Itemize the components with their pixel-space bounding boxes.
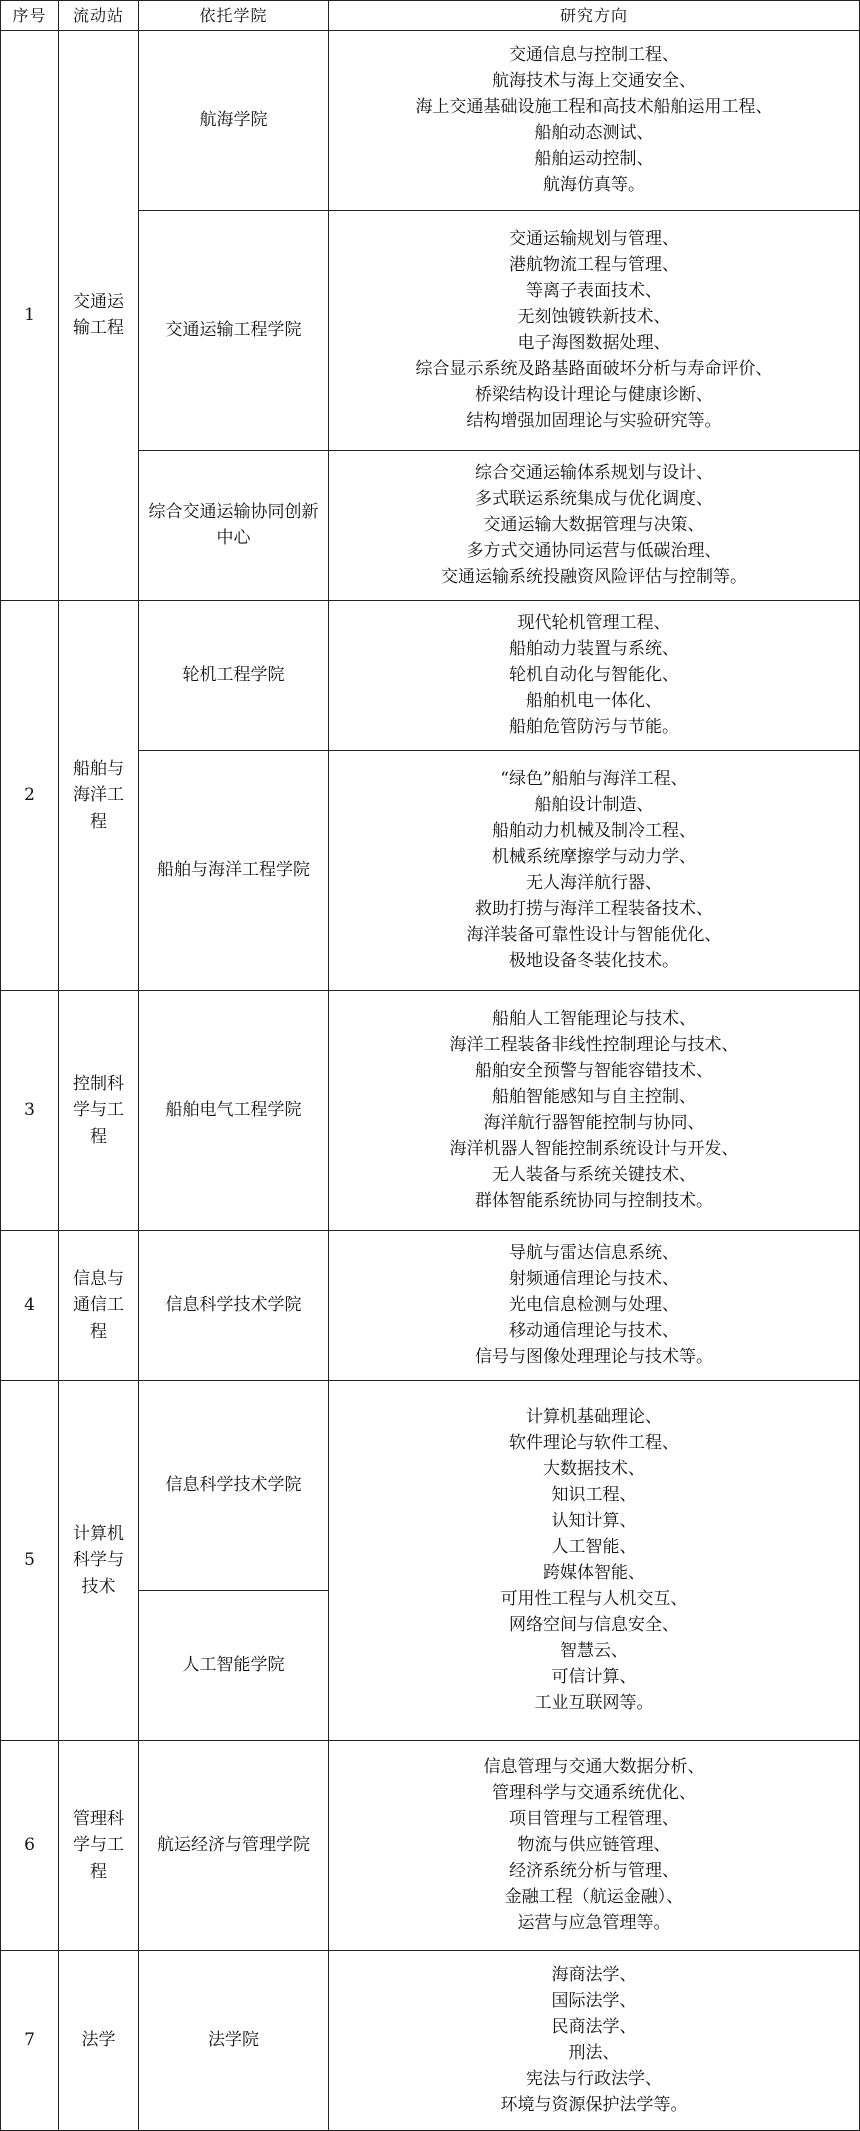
direction-item: 交通运输规划与管理、: [509, 229, 679, 250]
direction-cell: [329, 211, 860, 451]
direction-item: 救助打捞与海洋工程装备技术、: [475, 899, 713, 920]
table-row: [1, 1741, 860, 1951]
table-row: [1, 1951, 860, 2131]
college-name: 人工智能学院: [182, 1654, 285, 1675]
direction-list: [484, 1754, 705, 1936]
direction-item: 知识工程、: [551, 1485, 637, 1506]
direction-item: 大数据技术、: [543, 1459, 645, 1480]
station-name-text: 管理科学与工程: [73, 1808, 124, 1882]
direction-item: 海洋装备可靠性设计与智能优化、: [466, 925, 722, 946]
station-name: [59, 991, 139, 1231]
station-name-text: 控制科学与工程: [73, 1073, 124, 1147]
direction-cell: [329, 1951, 860, 2131]
direction-list: [416, 226, 773, 434]
direction-item: 跨媒体智能、: [543, 1563, 645, 1584]
direction-item: 电子海图数据处理、: [517, 333, 671, 354]
direction-list: [416, 42, 773, 198]
direction-item: 管理科学与交通系统优化、: [492, 1783, 696, 1804]
header-college: 依托学院: [139, 1, 329, 31]
college-name: 航运经济与管理学院: [157, 1834, 310, 1855]
college-cell: [139, 451, 329, 601]
direction-list: [450, 1006, 739, 1214]
direction-item: 结构增强加固理论与实验研究等。: [466, 411, 722, 432]
direction-cell: [329, 1231, 860, 1381]
college-name: 船舶电气工程学院: [165, 1099, 302, 1120]
direction-item: 机械系统摩擦学与动力学、: [492, 847, 696, 868]
direction-item: 光电信息检测与处理、: [509, 1295, 679, 1316]
direction-item: 交通运输大数据管理与决策、: [483, 515, 705, 536]
direction-item: 群体智能系统协同与控制技术。: [475, 1191, 713, 1212]
college-cell: [139, 1381, 329, 1591]
direction-item: 海上交通基础设施工程和高技术船舶运用工程、: [415, 97, 773, 118]
direction-item: 可用性工程与人机交互、: [500, 1589, 688, 1610]
direction-item: 极地设备冬装化技术。: [509, 951, 679, 972]
station-name: [59, 601, 139, 991]
direction-list: [501, 1962, 688, 2118]
direction-cell: [329, 991, 860, 1231]
college-name: 信息科学技术学院: [165, 1474, 302, 1495]
station-name-text: 船舶与海洋工程: [73, 758, 124, 832]
direction-item: 船舶危管防污与节能。: [509, 717, 679, 738]
station-no: 1: [1, 31, 59, 601]
direction-item: 金融工程（航运金融）、: [504, 1887, 684, 1908]
college-name: 交通运输工程学院: [165, 319, 302, 340]
college-name: 信息科学技术学院: [165, 1294, 302, 1315]
direction-item: 海洋航行器智能控制与协同、: [483, 1113, 705, 1134]
direction-item: 船舶运动控制、: [534, 149, 654, 170]
direction-item: 多式联运系统集成与优化调度、: [475, 489, 713, 510]
direction-item: 民商法学、: [551, 2017, 637, 2038]
college-cell: [139, 1231, 329, 1381]
direction-item: 宪法与行政法学、: [526, 2069, 662, 2090]
college-name: 综合交通运输协同创新中心: [148, 502, 319, 548]
direction-item: 物流与供应链管理、: [517, 1835, 671, 1856]
direction-item: 轮机自动化与智能化、: [509, 665, 679, 686]
direction-item: 现代轮机管理工程、: [517, 613, 671, 634]
table-row: [1, 991, 860, 1231]
direction-item: 环境与资源保护法学等。: [500, 2095, 688, 2116]
direction-item: 航海仿真等。: [543, 175, 645, 196]
table-row: [1, 1381, 860, 1591]
direction-item: 船舶安全预警与智能容错技术、: [475, 1061, 713, 1082]
direction-list: [509, 610, 679, 740]
direction-item: 海洋机器人智能控制系统设计与开发、: [449, 1139, 739, 1160]
table-row: [1, 1231, 860, 1381]
header-direction: 研究方向: [329, 1, 860, 31]
station-name: [59, 1951, 139, 2131]
direction-cell: [329, 601, 860, 751]
direction-item: 项目管理与工程管理、: [509, 1809, 679, 1830]
direction-item: 工业互联网等。: [534, 1693, 654, 1714]
college-cell: [139, 751, 329, 991]
college-cell: [139, 1591, 329, 1741]
station-no: 7: [1, 1951, 59, 2131]
direction-item: 国际法学、: [551, 1991, 637, 2012]
direction-item: 人工智能、: [551, 1537, 637, 1558]
station-no: 2: [1, 601, 59, 991]
direction-item: 射频通信理论与技术、: [509, 1269, 679, 1290]
direction-item: 船舶人工智能理论与技术、: [492, 1009, 696, 1030]
direction-cell: [329, 31, 860, 211]
direction-item: 船舶机电一体化、: [526, 691, 662, 712]
direction-cell: [329, 751, 860, 991]
station-name: [59, 31, 139, 601]
direction-cell: [329, 1381, 860, 1741]
station-name-text: 计算机科学与技术: [73, 1523, 124, 1597]
direction-item: 航海技术与海上交通安全、: [492, 71, 696, 92]
direction-item: 信号与图像处理理论与技术等。: [475, 1347, 713, 1368]
direction-item: 船舶动态测试、: [534, 123, 654, 144]
table-row: [1, 601, 860, 751]
station-name-text: 法学: [81, 2030, 116, 2051]
direction-cell: [329, 451, 860, 601]
direction-item: 交通信息与控制工程、: [509, 45, 679, 66]
college-cell: [139, 31, 329, 211]
table-header-row: [1, 1, 860, 31]
direction-item: 等离子表面技术、: [526, 281, 662, 302]
header-station: 流动站: [59, 1, 139, 31]
station-no: 6: [1, 1741, 59, 1951]
direction-item: 刑法、: [568, 2043, 620, 2064]
station-no: 4: [1, 1231, 59, 1381]
direction-item: 海商法学、: [551, 1965, 637, 1986]
station-name-text: 交通运输工程: [73, 292, 124, 339]
college-name: 法学院: [208, 2029, 259, 2050]
station-name: [59, 1381, 139, 1741]
direction-item: 综合显示系统及路基路面破坏分析与寿命评价、: [415, 359, 773, 380]
direction-item: 综合交通运输体系规划与设计、: [475, 463, 713, 484]
direction-item: 无人海洋航行器、: [526, 873, 662, 894]
college-cell: [139, 991, 329, 1231]
direction-item: 多方式交通协同运营与低碳治理、: [466, 541, 722, 562]
college-cell: [139, 1741, 329, 1951]
direction-cell: [329, 1741, 860, 1951]
direction-list: [467, 766, 722, 974]
direction-item: 信息管理与交通大数据分析、: [483, 1757, 705, 1778]
college-name: 船舶与海洋工程学院: [157, 859, 310, 880]
college-cell: [139, 211, 329, 451]
direction-item: 海洋工程装备非线性控制理论与技术、: [449, 1035, 739, 1056]
direction-item: 经济系统分析与管理、: [509, 1861, 679, 1882]
direction-item: 交通运输系统投融资风险评估与控制等。: [441, 567, 747, 588]
direction-list: [475, 1240, 713, 1370]
direction-item: 认知计算、: [551, 1511, 637, 1532]
station-no: 3: [1, 991, 59, 1231]
college-cell: [139, 601, 329, 751]
direction-item: 计算机基础理论、: [526, 1407, 662, 1428]
table-row: [1, 31, 860, 211]
header-no: 序号: [1, 1, 59, 31]
direction-item: 无人装备与系统关键技术、: [492, 1165, 696, 1186]
station-name: [59, 1741, 139, 1951]
direction-item: 智慧云、: [560, 1641, 628, 1662]
station-name-text: 信息与通信工程: [73, 1268, 124, 1342]
direction-item: 无刻蚀镀铁新技术、: [517, 307, 671, 328]
station-no: 5: [1, 1381, 59, 1741]
direction-item: 导航与雷达信息系统、: [509, 1243, 679, 1264]
direction-item: 移动通信理论与技术、: [509, 1321, 679, 1342]
direction-item: 桥梁结构设计理论与健康诊断、: [475, 385, 713, 406]
direction-item: “绿色”船舶与海洋工程、: [500, 769, 688, 790]
direction-item: 船舶动力装置与系统、: [509, 639, 679, 660]
direction-item: 船舶设计制造、: [534, 795, 654, 816]
college-name: 航海学院: [199, 109, 268, 130]
direction-item: 软件理论与软件工程、: [509, 1433, 679, 1454]
direction-item: 网络空间与信息安全、: [509, 1615, 679, 1636]
direction-item: 港航物流工程与管理、: [509, 255, 679, 276]
direction-item: 可信计算、: [551, 1667, 637, 1688]
direction-list: [441, 460, 747, 590]
station-name: [59, 1231, 139, 1381]
direction-item: 船舶智能感知与自主控制、: [492, 1087, 696, 1108]
college-name: 轮机工程学院: [182, 664, 285, 685]
college-cell: [139, 1951, 329, 2131]
direction-list: [501, 1404, 688, 1716]
direction-item: 船舶动力机械及制冷工程、: [492, 821, 696, 842]
direction-item: 运营与应急管理等。: [517, 1913, 671, 1934]
